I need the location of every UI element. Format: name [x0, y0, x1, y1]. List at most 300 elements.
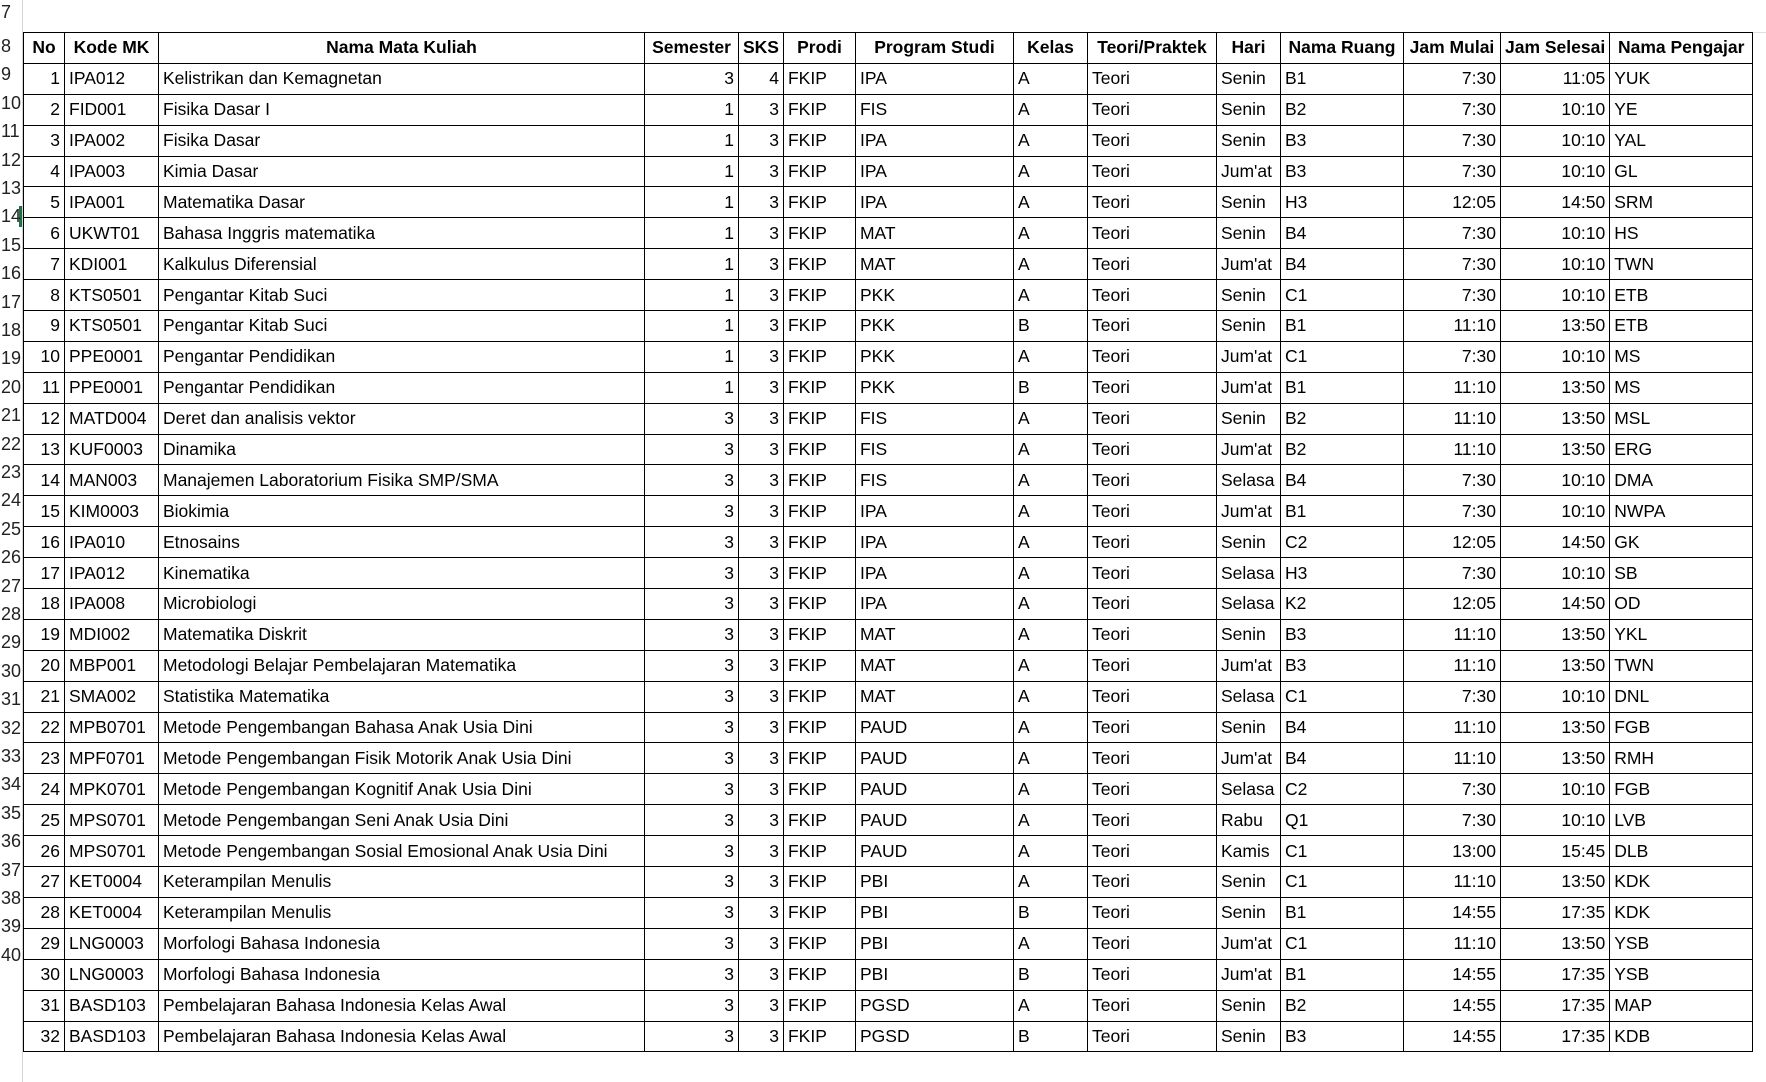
cell-nama-mata-kuliah[interactable]: Fisika Dasar I — [159, 94, 645, 125]
cell-jam-mulai[interactable]: 7:30 — [1403, 63, 1500, 94]
cell-jam-mulai[interactable]: 11:10 — [1403, 434, 1500, 465]
cell-jam-mulai[interactable]: 7:30 — [1403, 465, 1500, 496]
cell-program-studi[interactable]: PAUD — [855, 712, 1013, 743]
cell-kode-mk[interactable]: IPA012 — [65, 63, 159, 94]
cell-kelas[interactable]: A — [1013, 187, 1087, 218]
row-number[interactable]: 7 — [1, 2, 12, 22]
row-number[interactable]: 23 — [1, 462, 22, 482]
cell-semester[interactable]: 3 — [645, 1021, 739, 1052]
cell-teori-praktek[interactable]: Teori — [1087, 527, 1216, 558]
cell-nama-mata-kuliah[interactable]: Kimia Dasar — [159, 156, 645, 187]
cell-teori-praktek[interactable]: Teori — [1087, 650, 1216, 681]
cell-kelas[interactable]: A — [1013, 619, 1087, 650]
cell-kode-mk[interactable]: MPK0701 — [65, 774, 159, 805]
cell-prodi[interactable]: FKIP — [783, 403, 855, 434]
cell-teori-praktek[interactable]: Teori — [1087, 94, 1216, 125]
cell-jam-selesai[interactable]: 17:35 — [1500, 897, 1609, 928]
cell-no[interactable]: 7 — [24, 249, 65, 280]
cell-kelas[interactable]: A — [1013, 63, 1087, 94]
cell-program-studi[interactable]: PAUD — [855, 743, 1013, 774]
cell-jam-selesai[interactable]: 15:45 — [1500, 836, 1609, 867]
cell-nama-ruang[interactable]: B2 — [1280, 990, 1403, 1021]
cell-kelas[interactable]: A — [1013, 280, 1087, 311]
cell-semester[interactable]: 3 — [645, 63, 739, 94]
cell-hari[interactable]: Senin — [1216, 1021, 1280, 1052]
cell-jam-mulai[interactable]: 7:30 — [1403, 496, 1500, 527]
header-nama-ruang[interactable]: Nama Ruang — [1280, 33, 1403, 64]
cell-nama-ruang[interactable]: K2 — [1280, 589, 1403, 620]
cell-prodi[interactable]: FKIP — [783, 465, 855, 496]
cell-kelas[interactable]: A — [1013, 805, 1087, 836]
cell-nama-pengajar[interactable]: ERG — [1610, 434, 1753, 465]
cell-semester[interactable]: 3 — [645, 928, 739, 959]
cell-kode-mk[interactable]: FID001 — [65, 94, 159, 125]
cell-sks[interactable]: 3 — [739, 650, 784, 681]
cell-sks[interactable]: 3 — [739, 619, 784, 650]
cell-sks[interactable]: 3 — [739, 156, 784, 187]
row-number[interactable]: 12 — [1, 149, 22, 170]
cell-semester[interactable]: 3 — [645, 434, 739, 465]
cell-nama-ruang[interactable]: C1 — [1280, 928, 1403, 959]
cell-program-studi[interactable]: PAUD — [855, 836, 1013, 867]
cell-nama-ruang[interactable]: C2 — [1280, 527, 1403, 558]
cell-nama-pengajar[interactable]: LVB — [1610, 805, 1753, 836]
cell-kode-mk[interactable]: IPA002 — [65, 125, 159, 156]
cell-semester[interactable]: 3 — [645, 712, 739, 743]
cell-no[interactable]: 8 — [24, 280, 65, 311]
cell-kelas[interactable]: B — [1013, 311, 1087, 342]
cell-program-studi[interactable]: PKK — [855, 311, 1013, 342]
cell-sks[interactable]: 3 — [739, 558, 784, 589]
cell-sks[interactable]: 3 — [739, 1021, 784, 1052]
cell-jam-selesai[interactable]: 10:10 — [1500, 94, 1609, 125]
cell-kode-mk[interactable]: SMA002 — [65, 681, 159, 712]
cell-teori-praktek[interactable]: Teori — [1087, 959, 1216, 990]
cell-jam-mulai[interactable]: 12:05 — [1403, 527, 1500, 558]
cell-teori-praktek[interactable]: Teori — [1087, 156, 1216, 187]
cell-semester[interactable]: 3 — [645, 589, 739, 620]
cell-hari[interactable]: Senin — [1216, 990, 1280, 1021]
cell-jam-selesai[interactable]: 10:10 — [1500, 558, 1609, 589]
cell-nama-pengajar[interactable]: GL — [1610, 156, 1753, 187]
cell-jam-selesai[interactable]: 14:50 — [1500, 187, 1609, 218]
cell-teori-praktek[interactable]: Teori — [1087, 187, 1216, 218]
row-number[interactable]: 9 — [1, 64, 12, 85]
cell-nama-mata-kuliah[interactable]: Statistika Matematika — [159, 681, 645, 712]
cell-no[interactable]: 22 — [24, 712, 65, 743]
cell-nama-mata-kuliah[interactable]: Matematika Diskrit — [159, 619, 645, 650]
cell-program-studi[interactable]: MAT — [855, 249, 1013, 280]
cell-no[interactable]: 32 — [24, 1021, 65, 1052]
cell-sks[interactable]: 3 — [739, 527, 784, 558]
cell-nama-mata-kuliah[interactable]: Metodologi Belajar Pembelajaran Matematika — [159, 650, 645, 681]
cell-sks[interactable]: 3 — [739, 805, 784, 836]
cell-kode-mk[interactable]: KUF0003 — [65, 434, 159, 465]
cell-hari[interactable]: Senin — [1216, 619, 1280, 650]
cell-prodi[interactable]: FKIP — [783, 341, 855, 372]
cell-nama-pengajar[interactable]: DLB — [1610, 836, 1753, 867]
header-kode-mk[interactable]: Kode MK — [65, 33, 159, 64]
cell-nama-ruang[interactable]: B4 — [1280, 712, 1403, 743]
cell-teori-praktek[interactable]: Teori — [1087, 341, 1216, 372]
cell-teori-praktek[interactable]: Teori — [1087, 1021, 1216, 1052]
cell-semester[interactable]: 1 — [645, 218, 739, 249]
cell-hari[interactable]: Senin — [1216, 280, 1280, 311]
cell-jam-mulai[interactable]: 11:10 — [1403, 928, 1500, 959]
cell-semester[interactable]: 3 — [645, 774, 739, 805]
cell-jam-mulai[interactable]: 7:30 — [1403, 218, 1500, 249]
row-number[interactable]: 31 — [1, 689, 22, 710]
cell-jam-selesai[interactable]: 10:10 — [1500, 805, 1609, 836]
cell-nama-pengajar[interactable]: RMH — [1610, 743, 1753, 774]
cell-kode-mk[interactable]: IPA001 — [65, 187, 159, 218]
cell-hari[interactable]: Jum'at — [1216, 928, 1280, 959]
cell-nama-mata-kuliah[interactable]: Kelistrikan dan Kemagnetan — [159, 63, 645, 94]
cell-program-studi[interactable]: PKK — [855, 372, 1013, 403]
cell-kode-mk[interactable]: LNG0003 — [65, 959, 159, 990]
cell-program-studi[interactable]: PKK — [855, 341, 1013, 372]
row-number[interactable]: 40 — [1, 944, 22, 965]
cell-kode-mk[interactable]: PPE0001 — [65, 341, 159, 372]
cell-jam-mulai[interactable]: 11:10 — [1403, 743, 1500, 774]
cell-jam-mulai[interactable]: 11:10 — [1403, 372, 1500, 403]
cell-sks[interactable]: 4 — [739, 63, 784, 94]
cell-kelas[interactable]: A — [1013, 341, 1087, 372]
cell-kode-mk[interactable]: KIM0003 — [65, 496, 159, 527]
cell-prodi[interactable]: FKIP — [783, 681, 855, 712]
header-prodi[interactable]: Prodi — [783, 33, 855, 64]
cell-kode-mk[interactable]: KET0004 — [65, 867, 159, 898]
cell-sks[interactable]: 3 — [739, 403, 784, 434]
cell-teori-praktek[interactable]: Teori — [1087, 249, 1216, 280]
cell-prodi[interactable]: FKIP — [783, 218, 855, 249]
cell-jam-selesai[interactable]: 17:35 — [1500, 990, 1609, 1021]
cell-hari[interactable]: Jum'at — [1216, 372, 1280, 403]
cell-kode-mk[interactable]: KTS0501 — [65, 311, 159, 342]
cell-hari[interactable]: Selasa — [1216, 465, 1280, 496]
cell-program-studi[interactable]: FIS — [855, 94, 1013, 125]
row-number[interactable]: 24 — [1, 490, 22, 511]
cell-program-studi[interactable]: PGSD — [855, 1021, 1013, 1052]
cell-nama-pengajar[interactable]: NWPA — [1610, 496, 1753, 527]
cell-no[interactable]: 2 — [24, 94, 65, 125]
cell-jam-mulai[interactable]: 14:55 — [1403, 959, 1500, 990]
cell-jam-mulai[interactable]: 7:30 — [1403, 774, 1500, 805]
cell-prodi[interactable]: FKIP — [783, 619, 855, 650]
cell-prodi[interactable]: FKIP — [783, 187, 855, 218]
cell-kelas[interactable]: A — [1013, 527, 1087, 558]
cell-hari[interactable]: Senin — [1216, 403, 1280, 434]
cell-kode-mk[interactable]: KTS0501 — [65, 280, 159, 311]
cell-no[interactable]: 21 — [24, 681, 65, 712]
empty-row[interactable] — [23, 0, 1766, 33]
cell-no[interactable]: 12 — [24, 403, 65, 434]
cell-jam-selesai[interactable]: 17:35 — [1500, 1021, 1609, 1052]
cell-sks[interactable]: 3 — [739, 836, 784, 867]
cell-prodi[interactable]: FKIP — [783, 805, 855, 836]
cell-nama-pengajar[interactable]: YUK — [1610, 63, 1753, 94]
cell-nama-ruang[interactable]: B2 — [1280, 403, 1403, 434]
cell-nama-pengajar[interactable]: SB — [1610, 558, 1753, 589]
cell-jam-selesai[interactable]: 10:10 — [1500, 496, 1609, 527]
cell-jam-selesai[interactable]: 13:50 — [1500, 619, 1609, 650]
cell-no[interactable]: 25 — [24, 805, 65, 836]
cell-sks[interactable]: 3 — [739, 94, 784, 125]
cell-semester[interactable]: 1 — [645, 187, 739, 218]
cell-jam-mulai[interactable]: 14:55 — [1403, 990, 1500, 1021]
cell-jam-selesai[interactable]: 10:10 — [1500, 465, 1609, 496]
header-teori-praktek[interactable]: Teori/Praktek — [1087, 33, 1216, 64]
cell-teori-praktek[interactable]: Teori — [1087, 372, 1216, 403]
cell-nama-pengajar[interactable]: SRM — [1610, 187, 1753, 218]
cell-jam-selesai[interactable]: 13:50 — [1500, 372, 1609, 403]
cell-no[interactable]: 28 — [24, 897, 65, 928]
cell-jam-selesai[interactable]: 14:50 — [1500, 527, 1609, 558]
cell-hari[interactable]: Selasa — [1216, 558, 1280, 589]
cell-semester[interactable]: 3 — [645, 990, 739, 1021]
cell-nama-mata-kuliah[interactable]: Metode Pengembangan Sosial Emosional Anak Usia Dini — [159, 836, 645, 867]
row-number[interactable]: 17 — [1, 291, 22, 312]
cell-kode-mk[interactable]: MAN003 — [65, 465, 159, 496]
cell-teori-praktek[interactable]: Teori — [1087, 465, 1216, 496]
cell-no[interactable]: 31 — [24, 990, 65, 1021]
cell-prodi[interactable]: FKIP — [783, 249, 855, 280]
cell-sks[interactable]: 3 — [739, 712, 784, 743]
cell-semester[interactable]: 3 — [645, 403, 739, 434]
cell-nama-ruang[interactable]: B3 — [1280, 125, 1403, 156]
cell-hari[interactable]: Jum'at — [1216, 650, 1280, 681]
cell-nama-mata-kuliah[interactable]: Manajemen Laboratorium Fisika SMP/SMA — [159, 465, 645, 496]
cell-sks[interactable]: 3 — [739, 249, 784, 280]
cell-no[interactable]: 26 — [24, 836, 65, 867]
cell-kode-mk[interactable]: MPS0701 — [65, 805, 159, 836]
cell-prodi[interactable]: FKIP — [783, 94, 855, 125]
cell-teori-praktek[interactable]: Teori — [1087, 990, 1216, 1021]
cell-hari[interactable]: Jum'at — [1216, 743, 1280, 774]
cell-semester[interactable]: 3 — [645, 959, 739, 990]
cell-no[interactable]: 23 — [24, 743, 65, 774]
cell-kelas[interactable]: A — [1013, 403, 1087, 434]
cell-sks[interactable]: 3 — [739, 589, 784, 620]
cell-nama-ruang[interactable]: B4 — [1280, 743, 1403, 774]
cell-teori-praktek[interactable]: Teori — [1087, 712, 1216, 743]
cell-nama-mata-kuliah[interactable]: Fisika Dasar — [159, 125, 645, 156]
cell-program-studi[interactable]: IPA — [855, 187, 1013, 218]
cell-jam-mulai[interactable]: 7:30 — [1403, 280, 1500, 311]
row-number[interactable]: 22 — [1, 433, 22, 454]
cell-nama-pengajar[interactable]: MSL — [1610, 403, 1753, 434]
cell-jam-selesai[interactable]: 17:35 — [1500, 959, 1609, 990]
cell-program-studi[interactable]: PGSD — [855, 990, 1013, 1021]
cell-prodi[interactable]: FKIP — [783, 650, 855, 681]
cell-semester[interactable]: 1 — [645, 372, 739, 403]
cell-jam-mulai[interactable]: 7:30 — [1403, 156, 1500, 187]
row-number[interactable]: 14 — [1, 206, 22, 227]
cell-hari[interactable]: Senin — [1216, 63, 1280, 94]
cell-jam-mulai[interactable]: 11:10 — [1403, 712, 1500, 743]
cell-teori-praktek[interactable]: Teori — [1087, 63, 1216, 94]
cell-jam-selesai[interactable]: 10:10 — [1500, 774, 1609, 805]
cell-teori-praktek[interactable]: Teori — [1087, 836, 1216, 867]
cell-nama-mata-kuliah[interactable]: Metode Pengembangan Fisik Motorik Anak Usia Dini — [159, 743, 645, 774]
cell-hari[interactable]: Senin — [1216, 125, 1280, 156]
cell-jam-mulai[interactable]: 12:05 — [1403, 187, 1500, 218]
cell-sks[interactable]: 3 — [739, 280, 784, 311]
cell-no[interactable]: 15 — [24, 496, 65, 527]
cell-jam-selesai[interactable]: 13:50 — [1500, 928, 1609, 959]
cell-nama-ruang[interactable]: H3 — [1280, 558, 1403, 589]
row-number[interactable]: 26 — [1, 547, 22, 568]
cell-prodi[interactable]: FKIP — [783, 867, 855, 898]
cell-nama-mata-kuliah[interactable]: Biokimia — [159, 496, 645, 527]
cell-program-studi[interactable]: IPA — [855, 589, 1013, 620]
cell-nama-pengajar[interactable]: YSB — [1610, 928, 1753, 959]
cell-hari[interactable]: Selasa — [1216, 774, 1280, 805]
cell-kode-mk[interactable]: IPA012 — [65, 558, 159, 589]
header-program-studi[interactable]: Program Studi — [855, 33, 1013, 64]
cell-nama-mata-kuliah[interactable]: Dinamika — [159, 434, 645, 465]
cell-sks[interactable]: 3 — [739, 496, 784, 527]
cell-prodi[interactable]: FKIP — [783, 496, 855, 527]
cell-jam-selesai[interactable]: 13:50 — [1500, 434, 1609, 465]
cell-nama-pengajar[interactable]: KDK — [1610, 897, 1753, 928]
cell-nama-mata-kuliah[interactable]: Pengantar Kitab Suci — [159, 280, 645, 311]
cell-kode-mk[interactable]: PPE0001 — [65, 372, 159, 403]
cell-hari[interactable]: Selasa — [1216, 589, 1280, 620]
row-number[interactable]: 11 — [1, 121, 20, 142]
cell-nama-mata-kuliah[interactable]: Morfologi Bahasa Indonesia — [159, 928, 645, 959]
row-number[interactable]: 13 — [1, 178, 22, 198]
cell-nama-ruang[interactable]: B3 — [1280, 156, 1403, 187]
row-number[interactable]: 35 — [1, 802, 22, 823]
cell-jam-selesai[interactable]: 10:10 — [1500, 280, 1609, 311]
cell-sks[interactable]: 3 — [739, 311, 784, 342]
cell-nama-pengajar[interactable]: TWN — [1610, 249, 1753, 280]
cell-nama-ruang[interactable]: B1 — [1280, 311, 1403, 342]
cell-no[interactable]: 17 — [24, 558, 65, 589]
cell-nama-mata-kuliah[interactable]: Morfologi Bahasa Indonesia — [159, 959, 645, 990]
cell-hari[interactable]: Senin — [1216, 712, 1280, 743]
cell-semester[interactable]: 3 — [645, 897, 739, 928]
cell-nama-mata-kuliah[interactable]: Pembelajaran Bahasa Indonesia Kelas Awal — [159, 1021, 645, 1052]
cell-nama-ruang[interactable]: Q1 — [1280, 805, 1403, 836]
cell-teori-praktek[interactable]: Teori — [1087, 897, 1216, 928]
cell-nama-ruang[interactable]: B3 — [1280, 650, 1403, 681]
cell-no[interactable]: 13 — [24, 434, 65, 465]
cell-nama-mata-kuliah[interactable]: Bahasa Inggris matematika — [159, 218, 645, 249]
cell-semester[interactable]: 3 — [645, 527, 739, 558]
cell-jam-mulai[interactable]: 7:30 — [1403, 249, 1500, 280]
cell-sks[interactable]: 3 — [739, 218, 784, 249]
cell-no[interactable]: 11 — [24, 372, 65, 403]
header-nama-mata-kuliah[interactable]: Nama Mata Kuliah — [159, 33, 645, 64]
cell-kelas[interactable]: B — [1013, 372, 1087, 403]
cell-jam-selesai[interactable]: 13:50 — [1500, 311, 1609, 342]
cell-jam-mulai[interactable]: 11:10 — [1403, 867, 1500, 898]
row-number[interactable]: 16 — [1, 263, 22, 284]
cell-jam-selesai[interactable]: 11:05 — [1500, 63, 1609, 94]
cell-teori-praktek[interactable]: Teori — [1087, 434, 1216, 465]
cell-jam-selesai[interactable]: 13:50 — [1500, 403, 1609, 434]
cell-nama-mata-kuliah[interactable]: Kinematika — [159, 558, 645, 589]
cell-sks[interactable]: 3 — [739, 372, 784, 403]
cell-kelas[interactable]: A — [1013, 249, 1087, 280]
row-number[interactable]: 38 — [1, 888, 22, 908]
cell-no[interactable]: 3 — [24, 125, 65, 156]
cell-program-studi[interactable]: IPA — [855, 527, 1013, 558]
cell-hari[interactable]: Jum'at — [1216, 249, 1280, 280]
cell-jam-selesai[interactable]: 13:50 — [1500, 712, 1609, 743]
cell-kelas[interactable]: B — [1013, 1021, 1087, 1052]
cell-nama-ruang[interactable]: B4 — [1280, 465, 1403, 496]
cell-kelas[interactable]: A — [1013, 836, 1087, 867]
cell-nama-mata-kuliah[interactable]: Keterampilan Menulis — [159, 897, 645, 928]
cell-semester[interactable]: 1 — [645, 311, 739, 342]
cell-kode-mk[interactable]: MPS0701 — [65, 836, 159, 867]
cell-jam-mulai[interactable]: 11:10 — [1403, 619, 1500, 650]
cell-kelas[interactable]: A — [1013, 218, 1087, 249]
cell-sks[interactable]: 3 — [739, 897, 784, 928]
cell-prodi[interactable]: FKIP — [783, 897, 855, 928]
cell-program-studi[interactable]: FIS — [855, 465, 1013, 496]
cell-jam-mulai[interactable]: 7:30 — [1403, 341, 1500, 372]
cell-nama-mata-kuliah[interactable]: Deret dan analisis vektor — [159, 403, 645, 434]
cell-hari[interactable]: Jum'at — [1216, 156, 1280, 187]
cell-nama-ruang[interactable]: B1 — [1280, 496, 1403, 527]
cell-nama-ruang[interactable]: B3 — [1280, 1021, 1403, 1052]
cell-sks[interactable]: 3 — [739, 681, 784, 712]
cell-semester[interactable]: 1 — [645, 341, 739, 372]
cell-nama-pengajar[interactable]: YSB — [1610, 959, 1753, 990]
cell-hari[interactable]: Selasa — [1216, 681, 1280, 712]
cell-teori-praktek[interactable]: Teori — [1087, 743, 1216, 774]
cell-semester[interactable]: 3 — [645, 867, 739, 898]
cell-no[interactable]: 16 — [24, 527, 65, 558]
cell-nama-pengajar[interactable]: FGB — [1610, 712, 1753, 743]
cell-hari[interactable]: Jum'at — [1216, 341, 1280, 372]
cell-program-studi[interactable]: MAT — [855, 681, 1013, 712]
cell-teori-praktek[interactable]: Teori — [1087, 867, 1216, 898]
cell-no[interactable]: 30 — [24, 959, 65, 990]
cell-kelas[interactable]: A — [1013, 681, 1087, 712]
cell-semester[interactable]: 3 — [645, 836, 739, 867]
cell-semester[interactable]: 3 — [645, 558, 739, 589]
cell-nama-ruang[interactable]: C1 — [1280, 341, 1403, 372]
cell-semester[interactable]: 3 — [645, 619, 739, 650]
cell-nama-pengajar[interactable]: KDK — [1610, 867, 1753, 898]
cell-kode-mk[interactable]: KET0004 — [65, 897, 159, 928]
cell-jam-mulai[interactable]: 11:10 — [1403, 650, 1500, 681]
cell-kelas[interactable]: A — [1013, 928, 1087, 959]
cell-semester[interactable]: 3 — [645, 465, 739, 496]
cell-kelas[interactable]: A — [1013, 712, 1087, 743]
cell-sks[interactable]: 3 — [739, 465, 784, 496]
cell-prodi[interactable]: FKIP — [783, 1021, 855, 1052]
cell-kode-mk[interactable]: LNG0003 — [65, 928, 159, 959]
cell-nama-mata-kuliah[interactable]: Kalkulus Diferensial — [159, 249, 645, 280]
cell-nama-ruang[interactable]: B1 — [1280, 63, 1403, 94]
cell-jam-mulai[interactable]: 7:30 — [1403, 558, 1500, 589]
header-jam-selesai[interactable]: Jam Selesai — [1500, 33, 1609, 64]
cell-kelas[interactable]: A — [1013, 774, 1087, 805]
cell-no[interactable]: 29 — [24, 928, 65, 959]
cell-hari[interactable]: Senin — [1216, 187, 1280, 218]
cell-nama-mata-kuliah[interactable]: Metode Pengembangan Bahasa Anak Usia Dini — [159, 712, 645, 743]
cell-program-studi[interactable]: MAT — [855, 619, 1013, 650]
row-number[interactable]: 15 — [1, 234, 22, 255]
row-number[interactable]: 27 — [1, 575, 22, 596]
cell-sks[interactable]: 3 — [739, 434, 784, 465]
